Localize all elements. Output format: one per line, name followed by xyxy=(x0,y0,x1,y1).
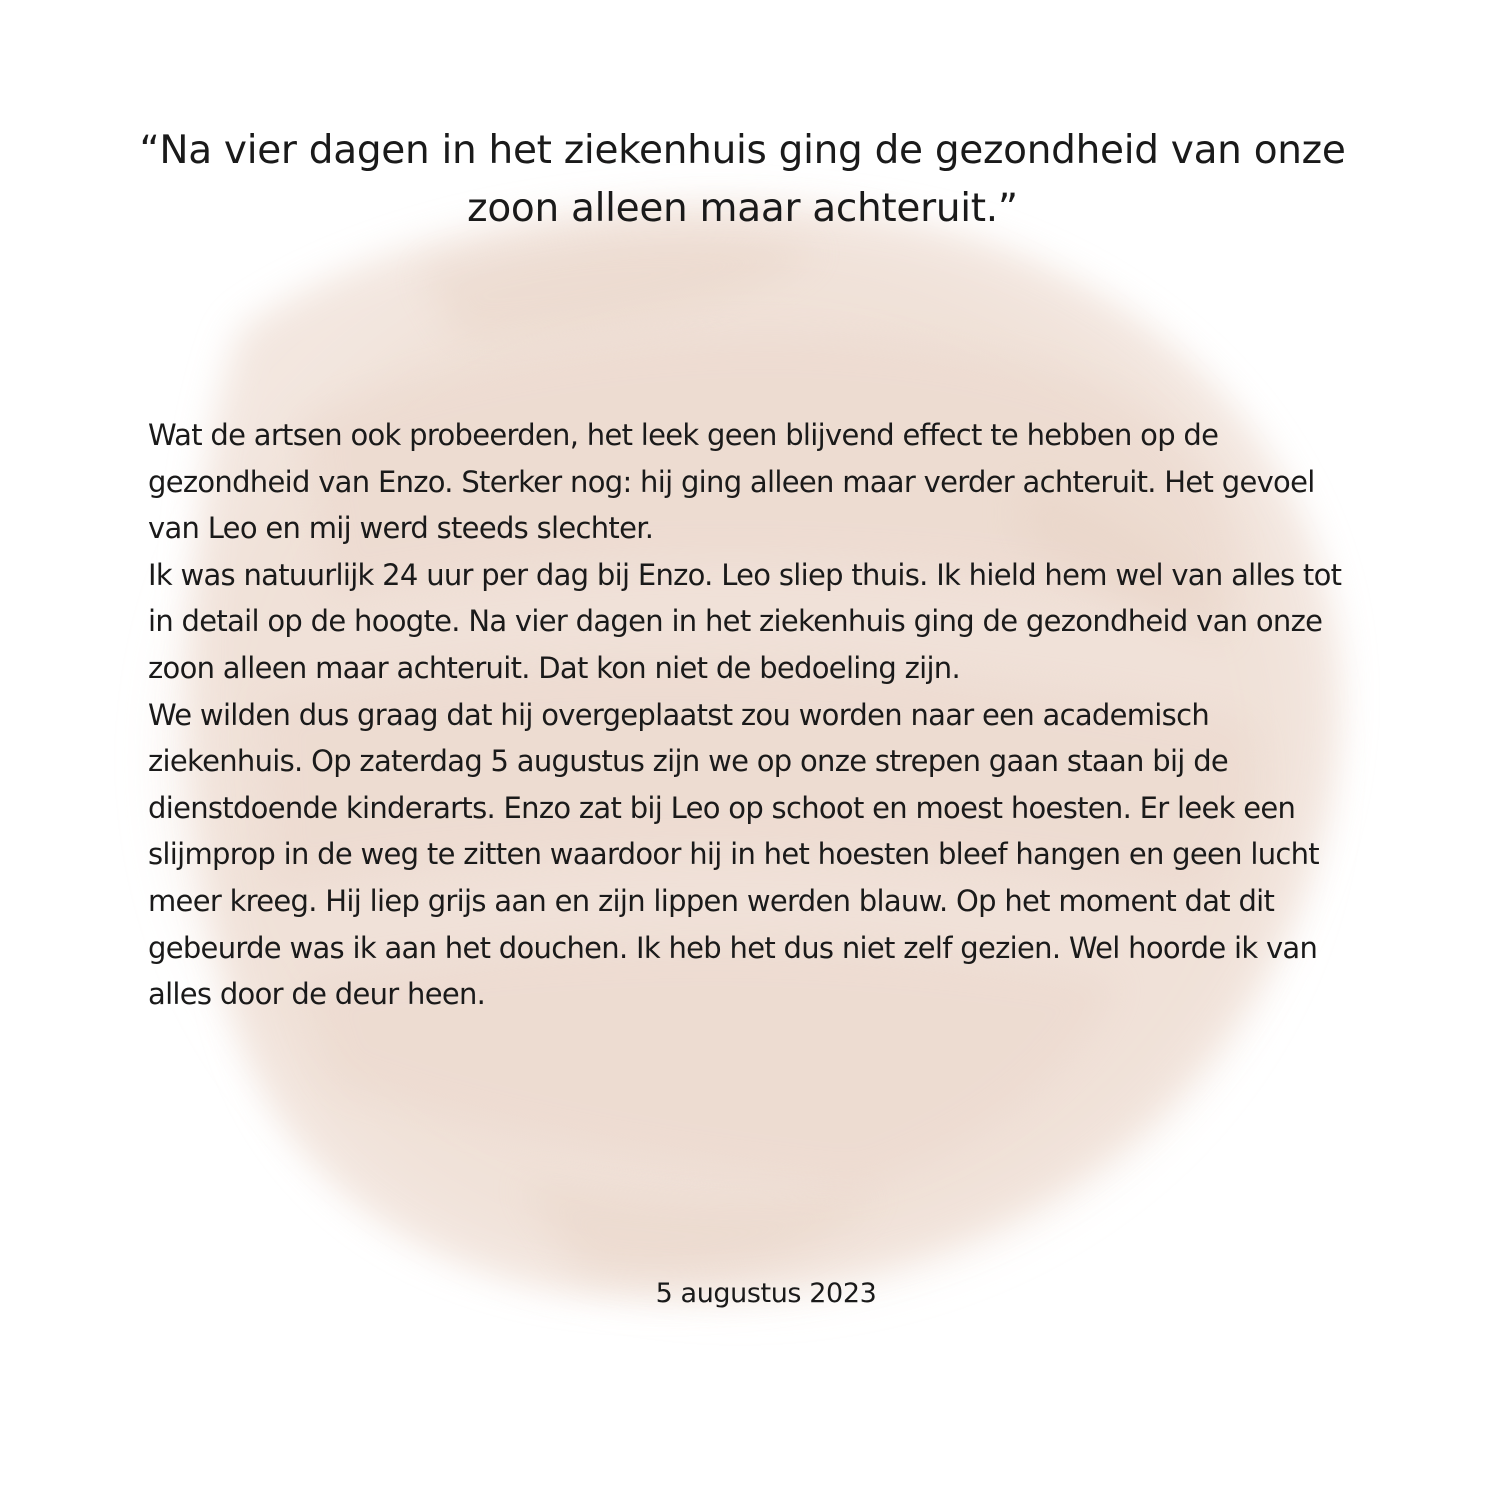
paragraph: Wat de artsen ook probeerden, het leek geen blijvend effect te hebben op de gezondheid van Enzo. Sterker nog: hij ging alleen maar verder achteruit. Het gevoel van Leo en mij werd steeds slechter. xyxy=(148,418,1315,546)
pull-quote: “Na vier dagen in het ziekenhuis ging de gezondheid van onze zoon alleen maar achteruit.” xyxy=(139,128,1346,231)
paragraph: Ik was natuurlijk 24 uur per dag bij Enzo. Leo sliep thuis. Ik hield hem wel van alles tot in detail op de hoogte. Na vier dagen in het ziekenhuis ging de gezondheid van onze zoon alleen maar achteruit. Dat kon niet de bedoeling zijn. xyxy=(148,557,1342,685)
paragraph: We wilden dus graag dat hij overgeplaatst zou worden naar een academisch ziekenhuis. Op zaterdag 5 augustus zijn we op onze strepen gaan staan bij de dienstdoende kinderarts. Enzo zat bij Leo op schoot en moest hoesten. Er leek een slijmprop in de weg te zitten waardoor hij in het hoesten bleef hangen en geen lucht meer kreeg. Hij liep grijs aan en zijn lippen werden blauw. Op het moment dat dit gebeurde was ik aan het douchen. Ik heb het dus niet zelf gezien. Wel hoorde ik van alles door de deur heen. xyxy=(148,697,1319,1012)
story-text xyxy=(148,412,1348,1018)
story-date: 5 augustus 2023 xyxy=(655,1278,877,1309)
